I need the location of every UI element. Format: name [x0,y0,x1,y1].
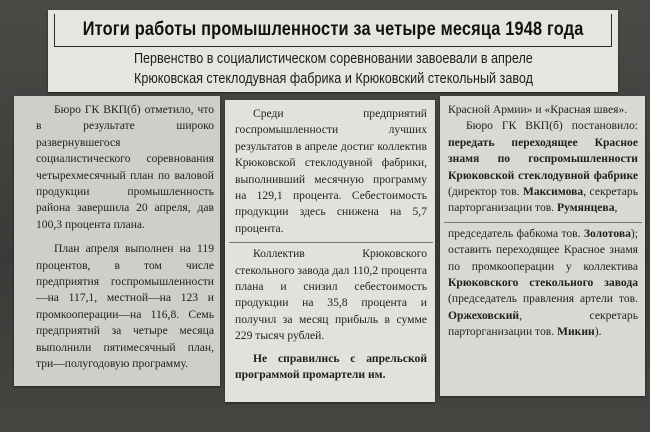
col3-name-orzhekhovsky: Оржеховский [448,308,520,322]
column-divider [229,242,433,243]
column-3-clipping [440,96,645,396]
headline-title: Итоги работы промышленности за четыре месяца 1948 года [82,19,584,40]
col3-bold-resolution: передать переходящее Красное знамя по госпромышленности Крюковской стеклодувной фабрике [448,135,638,182]
col3-name-zolotova: Золотова [583,226,631,240]
col3-name-rumyantseva: Румянцева [557,201,615,215]
subtitle-line-1: Первенство в социалистическом соревновании завоевали в апреле [133,50,533,67]
col2-paragraph-3: Не справились с апрельской программой промартели им. [235,351,427,382]
column-2-clipping [225,100,435,402]
col3-bold-factory: Крюковского стекольного завода [448,276,638,290]
headline-clipping [48,10,618,92]
col3-name-maksimova: Максимова [522,185,584,199]
column-1-text [36,102,214,373]
col1-paragraph-2: План апреля выполнен на 119 процентов, в том числе предприятия госпромышленности—на 117,1, местной—на 123 и промкооперации—на 116,8. Семь предприятий за четыре месяца выполнили пятимесячный план, три—полугодовую программу. [36,242,214,371]
col2-paragraph-2: Коллектив Крюковского стекольного завода дал 110,2 процента плана и снизил себестоимость продукции на 35,8 процента и получил за месяц прибыль в сумме 229 тысяч рублей. [235,247,427,343]
col2-paragraph-1: Среди предприятий госпромышленности лучших результатов в апреле достиг коллектив Крюковской стеклодувной фабрики, выполнивший месячную программу на 129,1 процента. Себестоимость продукции здесь снижена на 5,7 процента. [235,107,427,235]
subtitle-line-2: Крюковская стеклодувная фабрика и Крюковский стекольный завод [133,70,533,87]
col3-paragraph-1: Бюро ГК ВКП(б) постановило: передать переходящее Красное знамя по госпромышленности Крюковской стеклодувной фабрике (директор тов. Максимова, секретарь парторганизации тов. Румянцева, [448,119,638,215]
col1-paragraph-1: Бюро ГК ВКП(б) отметило, что в результате широко развернувшегося социалистического соревнования четырехмесячный план по валовой продукции промышленность района завершила 20 апреля, дав 100,3 процента плана. [36,103,214,231]
column-divider [444,222,642,223]
headline-frame [54,14,612,47]
column-2-text [235,106,427,384]
col3-top-line: Красной Армии» и «Красная швея». [448,103,628,116]
col3-name-mikin: Микин [557,325,595,339]
col3-paragraph-2: председатель фабкома тов. Золотова); оставить переходящее Красное знамя по промкооперации у коллектива Крюковского стекольного завода (председатель правления артели тов. Оржеховский, секретарь парторганизации тов. Микин). [448,226,638,339]
column-1-clipping [14,96,220,386]
column-3-text [448,102,638,341]
